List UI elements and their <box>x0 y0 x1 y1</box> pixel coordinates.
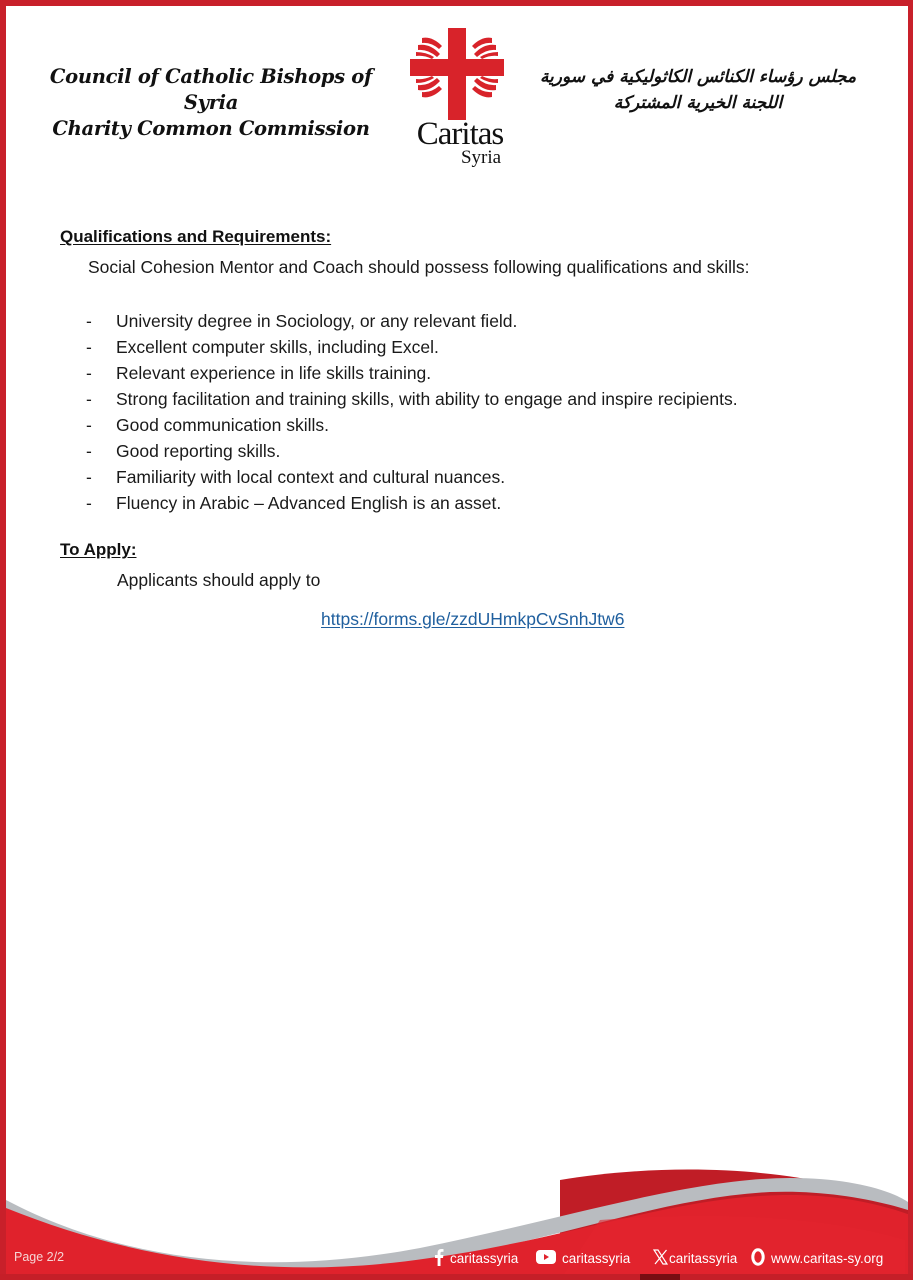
facebook-link[interactable] <box>434 1248 518 1268</box>
list-item-text: Good reporting skills. <box>116 441 281 461</box>
org-name-line-2: Charity Common Commission <box>52 117 370 140</box>
facebook-icon <box>434 1248 444 1269</box>
page-number: Page 2/2 <box>14 1250 65 1264</box>
bullet-marker: - <box>86 311 92 331</box>
footer-accent-tab <box>640 1274 680 1280</box>
youtube-icon <box>536 1250 556 1267</box>
x-twitter-icon <box>653 1249 668 1268</box>
list-item-text: Good communication skills. <box>116 415 329 435</box>
caritas-logo <box>408 28 508 173</box>
list-item-text: Familiarity with local context and cultural nuances. <box>116 467 506 487</box>
facebook-handle: caritassyria <box>450 1250 519 1266</box>
org-name-line-1: Council of Catholic Bishops of Syria <box>49 65 373 114</box>
x-twitter-link[interactable] <box>653 1248 737 1268</box>
org-name-ar-line-1: مجلس رؤساء الكنائس الكاثوليكية في سورية <box>539 67 857 87</box>
bullet-marker: - <box>86 389 92 409</box>
bullet-marker: - <box>86 493 92 513</box>
youtube-handle: caritassyria <box>562 1250 631 1266</box>
org-name-english <box>30 64 392 142</box>
globe-icon <box>751 1248 765 1269</box>
bullet-marker: - <box>86 363 92 383</box>
org-name-ar-line-2: اللجنة الخيرية المشتركة <box>613 93 783 113</box>
bullet-marker: - <box>86 337 92 357</box>
bullet-marker: - <box>86 467 92 487</box>
x-twitter-handle: caritassyria <box>669 1250 738 1266</box>
youtube-link[interactable] <box>536 1248 630 1268</box>
list-item-text: Excellent computer skills, including Excel. <box>116 337 439 357</box>
bullet-marker: - <box>86 441 92 461</box>
website-url: www.caritas-sy.org <box>771 1250 884 1266</box>
apply-text: Applicants should apply to <box>117 570 321 590</box>
apply-heading: To Apply: <box>60 540 137 559</box>
bullet-marker: - <box>86 415 92 435</box>
list-item-text: University degree in Sociology, or any relevant field. <box>116 311 518 331</box>
list-item-text: Relevant experience in life skills training. <box>116 363 432 383</box>
logo-subtitle: Syria <box>460 147 502 168</box>
list-item-text: Fluency in Arabic – Advanced English is an asset. <box>116 493 502 513</box>
list-item-text: Strong facilitation and training skills, with ability to engage and inspire recipients. <box>116 389 738 409</box>
qualifications-intro: Social Cohesion Mentor and Coach should possess following qualifications and skills: <box>88 257 750 277</box>
org-name-arabic <box>520 64 876 116</box>
logo-wordmark: Caritas <box>416 116 504 152</box>
caritas-cross-icon <box>408 28 508 120</box>
application-form-link[interactable]: https://forms.gle/zzdUHmkpCvSnhJtw6 <box>321 609 625 629</box>
website-link[interactable] <box>751 1248 883 1268</box>
qualifications-heading: Qualifications and Requirements: <box>60 227 332 246</box>
